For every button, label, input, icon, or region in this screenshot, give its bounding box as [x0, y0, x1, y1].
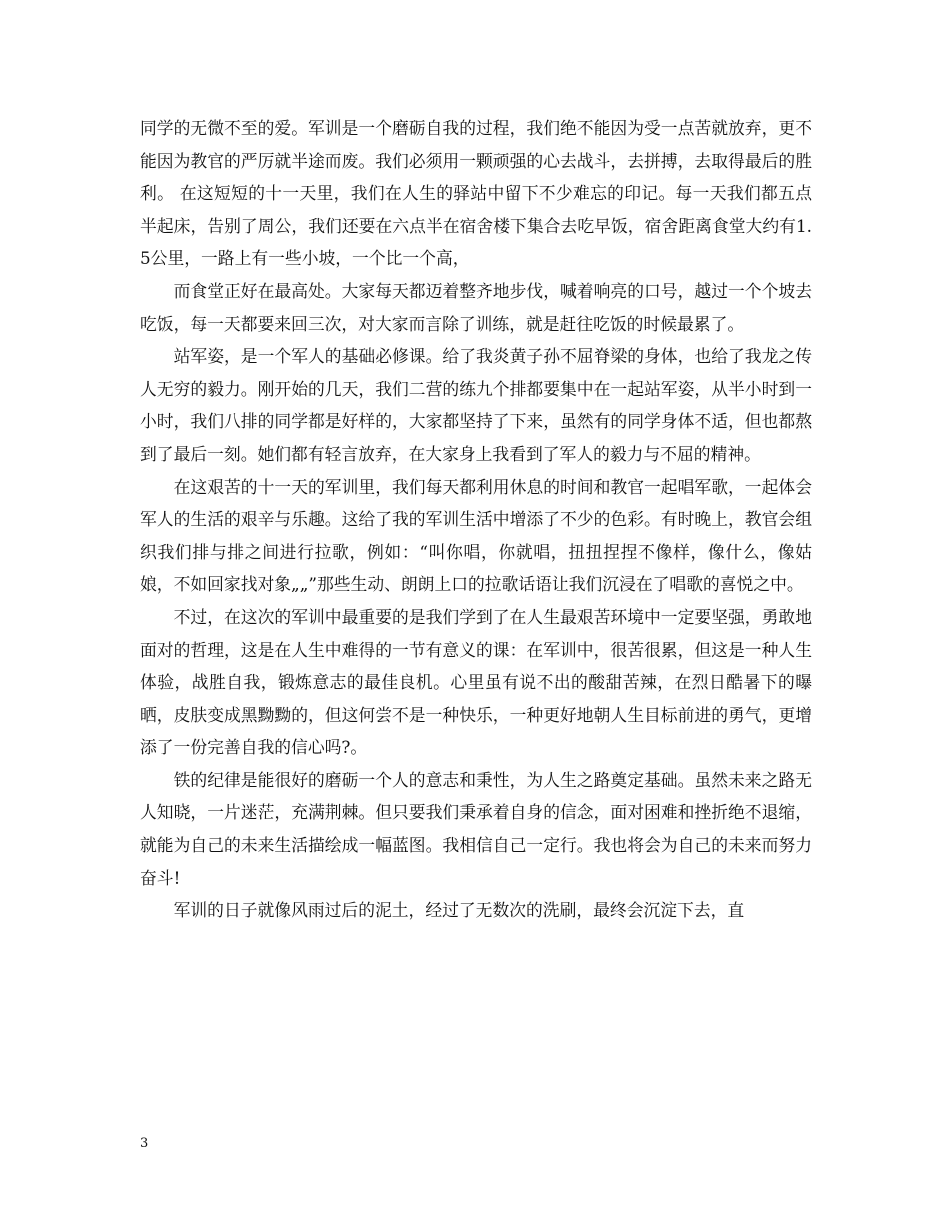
paragraph: 同学的无微不至的爱。军训是一个磨砺自我的过程，我们绝不能因为受一点苦就放弃，更不能因为教官的严厉就半途而废。我们必须用一颗顽强的心去战斗，去拼搏，去取得最后的胜利。 在这短短的十一天里，我们在人生的驿站中留下不少难忘的印记。每一天我们都五点半起床，告别了周公，我们还要在六点半在宿舍楼下集合去吃早饭，宿舍距离食堂大约有1.5公里，一路上有一些小坡，一个比一个高， [140, 118, 812, 269]
paragraph: 铁的纪律是能很好的磨砺一个人的意志和秉性，为人生之路奠定基础。虽然未来之路无人知晓，一片迷茫，充满荆棘。但只要我们秉承着自身的信念，面对困难和挫折绝不退缩，就能为自己的未来生活描绘成一幅蓝图。我相信自己一定行。我也将会为自己的未来而努力奋斗! [140, 769, 812, 888]
paragraph: 军训的日子就像风雨过后的泥土，经过了无数次的洗刷，最终会沉淀下去，直 [173, 900, 745, 921]
paragraph: 不过，在这次的军训中最重要的是我们学到了在人生最艰苦环境中一定要坚强，勇敢地面对的哲理，这是在人生中难得的一节有意义的课：在军训中，很苦很累，但这是一种人生体验，战胜自我，锻炼意志的最佳良机。心里虽有说不出的酸甜苦辣，在烈日酷暑下的曝晒，皮肤变成黑黝黝的，但这何尝不是一种快乐，一种更好地朝人生目标前进的勇气，更增添了一份完善自我的信心吗?。 [140, 606, 812, 758]
paragraph: 站军姿，是一个军人的基础必修课。给了我炎黄子孙不屈脊梁的身体，也给了我龙之传人无穷的毅力。刚开始的几天，我们二营的练九个排都要集中在一起站军姿，从半小时到一小时，我们八排的同学都是好样的，大家都坚持了下来，虽然有的同学身体不适，但也都熬到了最后一刻。她们都有轻言放弃，在大家身上我看到了军人的毅力与不屈的精神。 [140, 346, 812, 464]
paragraph: 而食堂正好在最高处。大家每天都迈着整齐地步伐，喊着响亮的口号，越过一个个坡去吃饭，每一天都要来回三次，对大家而言除了训练，就是赶往吃饭的时候最累了。 [140, 280, 812, 334]
page-number: 3 [140, 1136, 149, 1151]
document-body [140, 112, 812, 927]
paragraph: 在这艰苦的十一天的军训里，我们每天都利用休息的时间和教官一起唱军歌，一起体会军人的生活的艰辛与乐趣。这给了我的军训生活中增添了不少的色彩。有时晚上，教官会组织我们排与排之间进行拉歌，例如：“叫你唱，你就唱，扭扭捏捏不像样，像什么，像姑娘，不如回家找对象„„”那些生动、朗朗上口的拉歌话语让我们沉浸在了唱歌的喜悦之中。 [140, 476, 812, 595]
